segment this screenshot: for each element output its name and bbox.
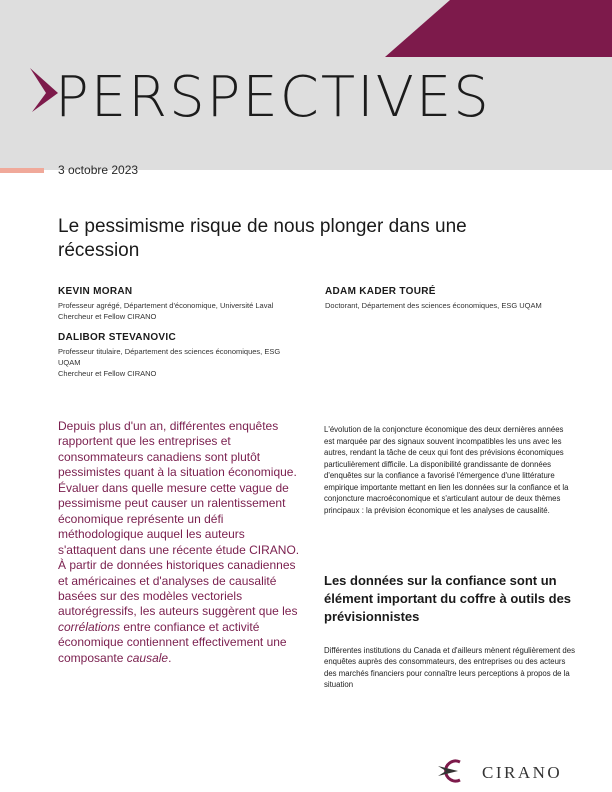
author-name: DALIBOR STEVANOVIC (58, 332, 176, 343)
intro-paragraph: L'évolution de la conjoncture économique des deux dernières années est marquée par des signaux souvent incompatibles les uns avec les autres, rendant la tâche de ceux qui font des prévisions économiques particulièrement difficile. La disponibilité grandissante de données d'enquêtes sur la confiance a favorisé l'émergence d'une littérature empirique importante mettant en lien les données sur la confiance et la conjoncture macroéconomique et s'articulant autour de deux thèmes principaux : la prévision économique et les analyses de causalité. (324, 425, 569, 515)
cirano-arrow-icon (438, 766, 458, 776)
author-block-3 (325, 286, 585, 311)
publication-date: 3 octobre 2023 (58, 163, 139, 177)
author-block-1 (58, 286, 318, 322)
author-affiliation: Professeur agrégé, Département d'économique, Université Laval (58, 301, 274, 310)
author-affiliation: Professeur titulaire, Département des sciences économiques, ESG UQAM (58, 347, 281, 367)
lead-italic: corrélations (58, 619, 121, 634)
cirano-wordmark: CIRANO (482, 763, 563, 782)
author-affiliation: Doctorant, Département des sciences économiques, ESG UQAM (325, 301, 542, 310)
lead-text: Depuis plus d'un an, différentes enquêtes rapportent que les entreprises et consommateurs canadiens sont plutôt pessimistes quant à la situation économique. Évaluer dans quelle mesure cette vague de pessimisme peut causer un ralentissement économique représente un défi méthodologique auquel les auteurs s'attaquent dans une récente étude CIRANO. À partir de données historiques canadiennes et américaines et d'analyses de causalité basées sur des modèles vectoriels autorégressifs, les auteurs suggèrent que les (58, 419, 300, 619)
section-heading: Les données sur la confiance sont un élément important du coffre à outils des prévisionnistes (324, 573, 572, 624)
lead-italic: causale (126, 650, 169, 665)
author-block-2 (58, 332, 303, 379)
date-accent-bar (0, 168, 44, 173)
author-affiliation: Chercheur et Fellow CIRANO (58, 369, 157, 378)
author-name: KEVIN MORAN (58, 286, 133, 297)
section-paragraph: Différentes institutions du Canada et d'ailleurs mènent régulièrement des enquêtes auprès des consommateurs, des entreprises ou des acteurs des marchés financiers pour connaître leurs perceptions à propos de la situation (324, 646, 575, 690)
author-affiliation: Chercheur et Fellow CIRANO (58, 312, 157, 321)
author-name: ADAM KADER TOURÉ (325, 286, 436, 297)
lead-text: . (168, 650, 172, 665)
lead-text: entre confiance et activité économique contiennent effectivement une composante (58, 619, 287, 665)
brand-title: PERSPECTIVES (55, 65, 491, 130)
lead-paragraph (58, 419, 303, 666)
article-title: Le pessimisme risque de nous plonger dans une récession (58, 216, 467, 261)
